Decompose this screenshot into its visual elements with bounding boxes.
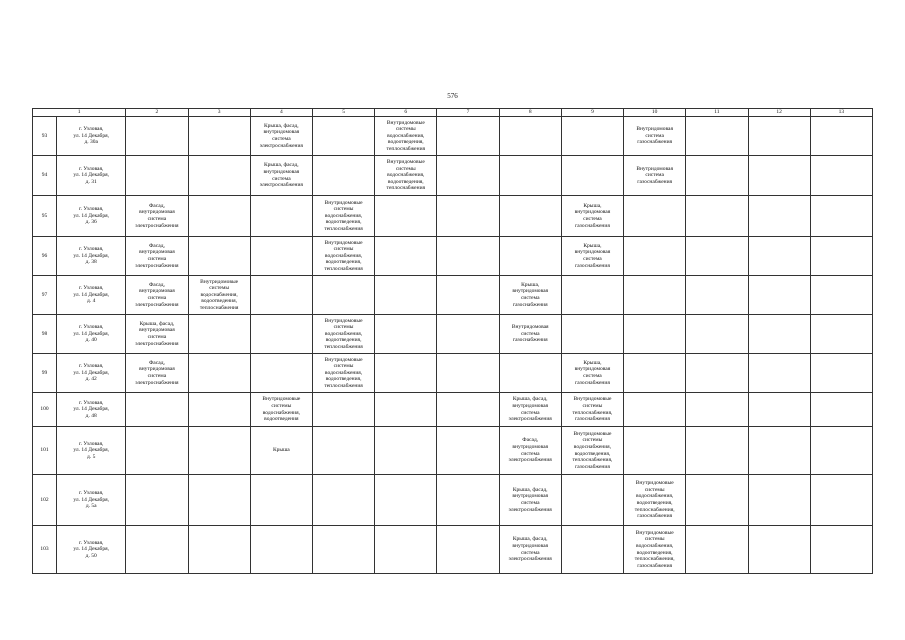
work-cell [748,196,810,237]
work-cell [437,526,499,574]
header-cell: 1 [33,109,126,117]
work-cell [188,526,250,574]
work-cell [437,156,499,196]
work-cell [561,475,623,526]
work-cell [748,237,810,276]
row-number-cell: 95 [33,196,57,237]
work-cell [686,393,748,427]
work-cell [126,427,188,475]
work-cell: Внутридомовые системы водоснабжения, водоотведения, теплоснабжения [375,117,437,156]
work-cell: Крыша, фасад, внутридомовая система электроснабжения [499,393,561,427]
work-cell [810,237,872,276]
address-cell: г. Узловая, ул. 14 Декабря, д. 36 [57,196,126,237]
work-cell [188,237,250,276]
table-row [33,315,873,354]
work-cell [499,237,561,276]
work-cell: Внутридомовые системы водоснабжения, водоотведения, теплоснабжения [312,354,374,393]
work-cell [624,393,686,427]
work-cell [748,354,810,393]
table-row [33,475,873,526]
work-cell: Крыша, внутридомовая система газоснабжения [561,354,623,393]
address-cell: г. Узловая, ул. 14 Декабря, д. 42 [57,354,126,393]
work-cell [686,526,748,574]
work-cell [686,475,748,526]
work-cell: Крыша, внутридомовая система газоснабжения [561,196,623,237]
row-number-cell: 98 [33,315,57,354]
work-cell [624,354,686,393]
address-cell: г. Узловая, ул. 14 Декабря, д. 50 [57,526,126,574]
table-row [33,526,873,574]
row-number-cell: 101 [33,427,57,475]
work-cell [375,354,437,393]
work-cell [686,196,748,237]
header-cell: 10 [624,109,686,117]
work-cell [686,117,748,156]
work-cell [624,315,686,354]
address-cell: г. Узловая, ул. 14 Декабря, д. 4 [57,276,126,315]
work-cell [312,117,374,156]
work-cell [250,354,312,393]
row-number-cell: 94 [33,156,57,196]
work-cell [810,117,872,156]
work-cell [810,354,872,393]
work-cell [312,526,374,574]
work-cell [188,117,250,156]
work-cell: Крыша, фасад, внутридомовая система электроснабжения [250,117,312,156]
work-cell [810,526,872,574]
header-cell: 5 [312,109,374,117]
work-cell [748,526,810,574]
work-cell [437,475,499,526]
work-cell [375,196,437,237]
work-cell: Крыша, фасад, внутридомовая система электроснабжения [499,475,561,526]
row-number-cell: 102 [33,475,57,526]
table-row [33,354,873,393]
table-row [33,393,873,427]
work-cell: Внутридомовые системы водоснабжения, водоотведения, теплоснабжения, газоснабжения [624,475,686,526]
work-cell [810,427,872,475]
work-cell [250,315,312,354]
work-cell [561,117,623,156]
work-cell [810,315,872,354]
work-cell [126,117,188,156]
work-cell: Крыша, внутридомовая система газоснабжения [499,276,561,315]
work-cell [748,117,810,156]
row-number-cell: 96 [33,237,57,276]
work-cell [437,196,499,237]
work-cell: Внутридомовая система газоснабжения [624,156,686,196]
address-cell: г. Узловая, ул. 14 Декабря, д. 38 [57,237,126,276]
header-cell: 6 [375,109,437,117]
work-cell [748,427,810,475]
work-cell [624,237,686,276]
work-cell [624,427,686,475]
work-cell [437,276,499,315]
repair-schedule-table [32,108,873,574]
work-cell [188,156,250,196]
address-cell: г. Узловая, ул. 14 Декабря, д. 5а [57,475,126,526]
work-cell [312,156,374,196]
address-cell: г. Узловая, ул. 14 Декабря, д. 5 [57,427,126,475]
work-cell: Крыша, фасад, внутридомовая система электроснабжения [250,156,312,196]
work-cell [499,117,561,156]
work-cell [312,276,374,315]
work-cell [188,315,250,354]
work-cell: Внутридомовые системы водоснабжения, водоотведения, теплоснабжения, газоснабжения [561,427,623,475]
header-cell: 9 [561,109,623,117]
work-cell [810,393,872,427]
work-cell [250,526,312,574]
work-cell [686,156,748,196]
work-cell [250,196,312,237]
work-cell: Внутридомовые системы водоснабжения, водоотведения, теплоснабжения [312,196,374,237]
work-cell [188,427,250,475]
header-row [33,109,873,117]
work-cell: Внутридомовая система газоснабжения [624,117,686,156]
work-cell [748,276,810,315]
work-cell [437,237,499,276]
work-cell: Фасад, внутридомовая система электроснабжения [126,276,188,315]
header-cell: 8 [499,109,561,117]
work-cell [748,475,810,526]
work-cell [188,354,250,393]
work-cell [375,276,437,315]
row-number-cell: 93 [33,117,57,156]
work-cell [748,315,810,354]
work-cell [810,156,872,196]
work-cell: Внутридомовая система газоснабжения [499,315,561,354]
work-cell [375,526,437,574]
work-cell [375,475,437,526]
work-cell [375,237,437,276]
work-cell [188,475,250,526]
table-row [33,196,873,237]
address-cell: г. Узловая, ул. 14 Декабря, д. 31 [57,156,126,196]
header-cell: 7 [437,109,499,117]
work-cell: Фасад, внутридомовая система электроснабжения [126,196,188,237]
address-cell: г. Узловая, ул. 14 Декабря, д. 30а [57,117,126,156]
table-row [33,156,873,196]
work-cell: Крыша [250,427,312,475]
work-cell: Крыша, внутридомовая система газоснабжения [561,237,623,276]
work-cell [375,315,437,354]
table-row [33,117,873,156]
table-row [33,427,873,475]
work-cell [624,276,686,315]
work-cell: Внутридомовые системы водоснабжения, водоотведения, теплоснабжения [375,156,437,196]
page-number: 576 [447,92,458,100]
row-number-cell: 103 [33,526,57,574]
work-cell [686,237,748,276]
work-cell [437,393,499,427]
work-cell [499,196,561,237]
table-row [33,276,873,315]
work-cell [375,427,437,475]
row-number-cell: 99 [33,354,57,393]
work-cell [686,354,748,393]
work-cell [375,393,437,427]
work-cell [312,427,374,475]
work-cell [686,315,748,354]
work-cell [499,156,561,196]
work-cell: Внутридомовые системы водоснабжения, водоотведения, теплоснабжения [188,276,250,315]
work-cell [188,393,250,427]
header-cell: 2 [126,109,188,117]
work-cell [437,354,499,393]
work-cell [561,276,623,315]
work-cell [561,156,623,196]
row-number-cell: 100 [33,393,57,427]
work-cell [250,276,312,315]
work-cell: Фасад, внутридомовая система электроснабжения [126,354,188,393]
work-cell: Внутридомовые системы теплоснабжения, газоснабжения [561,393,623,427]
work-cell [250,475,312,526]
header-cell: 4 [250,109,312,117]
work-cell [810,196,872,237]
work-cell [437,427,499,475]
row-number-cell: 97 [33,276,57,315]
work-cell [312,475,374,526]
work-cell [126,156,188,196]
work-cell [437,117,499,156]
work-cell [561,526,623,574]
work-cell: Фасад, внутридомовая система электроснабжения [499,427,561,475]
work-cell [126,475,188,526]
work-cell: Внутридомовые системы водоснабжения, водоотведения, теплоснабжения [312,315,374,354]
work-cell [437,315,499,354]
work-cell [250,237,312,276]
header-cell: 13 [810,109,872,117]
work-cell: Внутридомовые системы водоснабжения, водоотведения, теплоснабжения, газоснабжения [624,526,686,574]
work-cell: Фасад, внутридомовая система электроснабжения [126,237,188,276]
work-cell: Крыша, фасад, внутридомовая система электроснабжения [126,315,188,354]
work-cell: Крыша, фасад, внутридомовая система электроснабжения [499,526,561,574]
work-cell: Внутридомовые системы водоснабжения, водоотведения, теплоснабжения [312,237,374,276]
work-cell [810,276,872,315]
work-cell [561,315,623,354]
work-cell [748,393,810,427]
work-cell [126,393,188,427]
work-cell [686,276,748,315]
work-cell: Внутридомовые системы водоснабжения, водоотведения [250,393,312,427]
work-cell [126,526,188,574]
address-cell: г. Узловая, ул. 14 Декабря, д. 48 [57,393,126,427]
header-cell: 12 [748,109,810,117]
table-row [33,237,873,276]
work-cell [748,156,810,196]
work-cell [624,196,686,237]
header-cell: 3 [188,109,250,117]
address-cell: г. Узловая, ул. 14 Декабря, д. 40 [57,315,126,354]
header-cell: 11 [686,109,748,117]
work-cell [188,196,250,237]
work-cell [810,475,872,526]
work-cell [312,393,374,427]
work-cell [499,354,561,393]
work-cell [686,427,748,475]
